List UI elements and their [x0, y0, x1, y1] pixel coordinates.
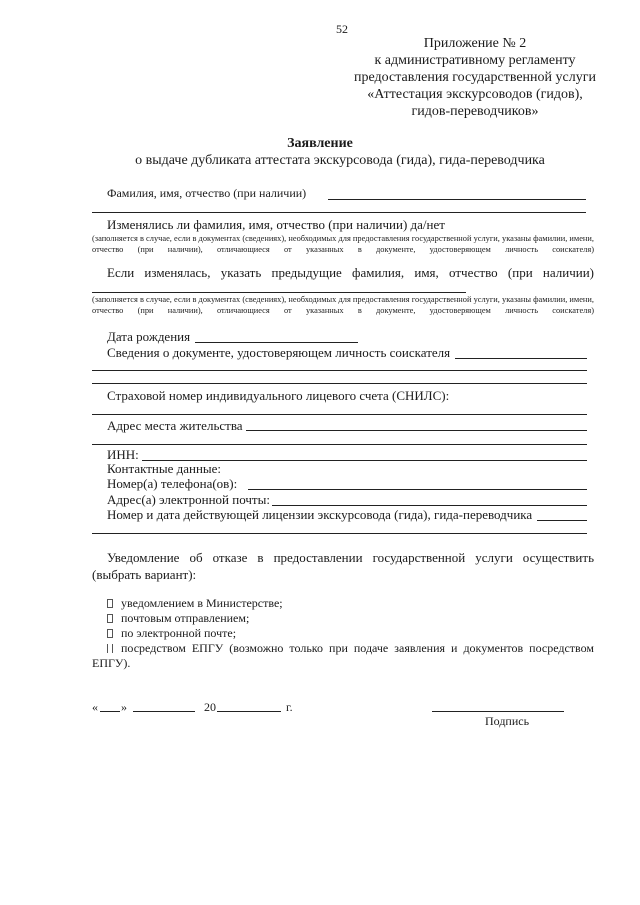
appendix-line: гидов-переводчиков» [411, 104, 539, 119]
license-label: Номер и дата действующей лицензии экскурсовода (гида), гида-переводчика [107, 507, 533, 522]
checkbox-icon[interactable] [107, 614, 113, 623]
checkbox-icon[interactable] [107, 599, 113, 608]
fio-line[interactable] [328, 199, 586, 200]
fio-label: Фамилия, имя, отчество (при наличии) [107, 186, 307, 200]
notification-text: Уведомление об отказе в предоставлении государственной услуги осуществить (выбрать вариант): [92, 550, 594, 582]
contacts-label: Контактные данные: [107, 461, 222, 476]
snils-label: Страховой номер индивидуального лицевого счета (СНИЛС): [107, 388, 450, 403]
phone-line[interactable] [248, 489, 587, 490]
email-line[interactable] [272, 505, 587, 506]
date-open-quote: « [92, 700, 98, 714]
year-suffix: г. [286, 700, 293, 714]
fio-line-2[interactable] [92, 212, 586, 213]
option-email[interactable] [107, 626, 236, 641]
checkbox-icon[interactable] [107, 644, 113, 653]
id-document-line[interactable] [455, 358, 587, 359]
document-subtitle: о выдаче дубликата аттестата экскурсовода (гида), гида-переводчика [135, 153, 545, 168]
date-close-quote: » [121, 700, 127, 714]
year-prefix: 20 [204, 700, 216, 714]
page-number: 52 [336, 22, 348, 36]
date-year-line[interactable] [217, 711, 281, 712]
if-changed-label: Если изменялась, указать предыдущие фамилия, имя, отчество (при наличии) [107, 265, 594, 280]
appendix-line: Приложение № 2 [423, 36, 527, 51]
signature-label: Подпись [485, 714, 530, 728]
id-document-line-2[interactable] [92, 370, 587, 371]
appendix-line: к административному регламенту [374, 53, 576, 68]
document-title: Заявление [287, 136, 353, 151]
option-label: почтовым отправлением; [121, 611, 250, 625]
changed-note: (заполняется в случае, если в документах (сведениях), необходимых для предоставления государственной услуги, указаны фамилии, имени, отчество (при наличии), отличающиеся от указанных в документе, удостоверяющем личность соискателя) [92, 234, 594, 254]
license-line-2[interactable] [92, 533, 587, 534]
option-label: уведомлением в Министерстве; [121, 596, 283, 610]
birth-date-line[interactable] [195, 342, 358, 343]
snils-line[interactable] [92, 414, 587, 415]
birth-date-label: Дата рождения [107, 329, 191, 344]
phone-label: Номер(а) телефона(ов): [107, 476, 238, 491]
option-epgu[interactable] [92, 641, 594, 671]
inn-label: ИНН: [107, 447, 139, 462]
signature-line[interactable] [432, 711, 564, 712]
email-label: Адрес(а) электронной почты: [107, 492, 270, 507]
option-post[interactable] [107, 611, 249, 626]
changed-label: Изменялись ли фамилия, имя, отчество (при наличии) да/нет [107, 217, 445, 232]
license-line[interactable] [537, 520, 587, 521]
date-month-line[interactable] [133, 711, 195, 712]
address-line[interactable] [246, 430, 587, 431]
if-changed-note: (заполняется в случае, если в документах (сведениях), необходимых для предоставления государственной услуги, указаны фамилии, имени, отчество (при наличии), отличающиеся от указанных в документе, удостоверяющем личность соискателя) [92, 295, 594, 315]
appendix-line: «Аттестация экскурсоводов (гидов), [367, 87, 583, 102]
option-ministry[interactable] [107, 596, 283, 611]
id-document-label: Сведения о документе, удостоверяющем личность соискателя [107, 345, 451, 360]
address-line-2[interactable] [92, 444, 587, 445]
address-label: Адрес места жительства [107, 418, 243, 433]
checkbox-icon[interactable] [107, 629, 113, 638]
previous-name-line[interactable] [92, 292, 466, 293]
date-day-line[interactable] [100, 711, 120, 712]
id-document-line-3[interactable] [92, 383, 587, 384]
option-label: по электронной почте; [121, 626, 237, 640]
option-label: посредством ЕПГУ (возможно только при подаче заявления и документов посредством ЕПГУ). [92, 641, 594, 670]
appendix-line: предоставления государственной услуги [354, 70, 596, 85]
